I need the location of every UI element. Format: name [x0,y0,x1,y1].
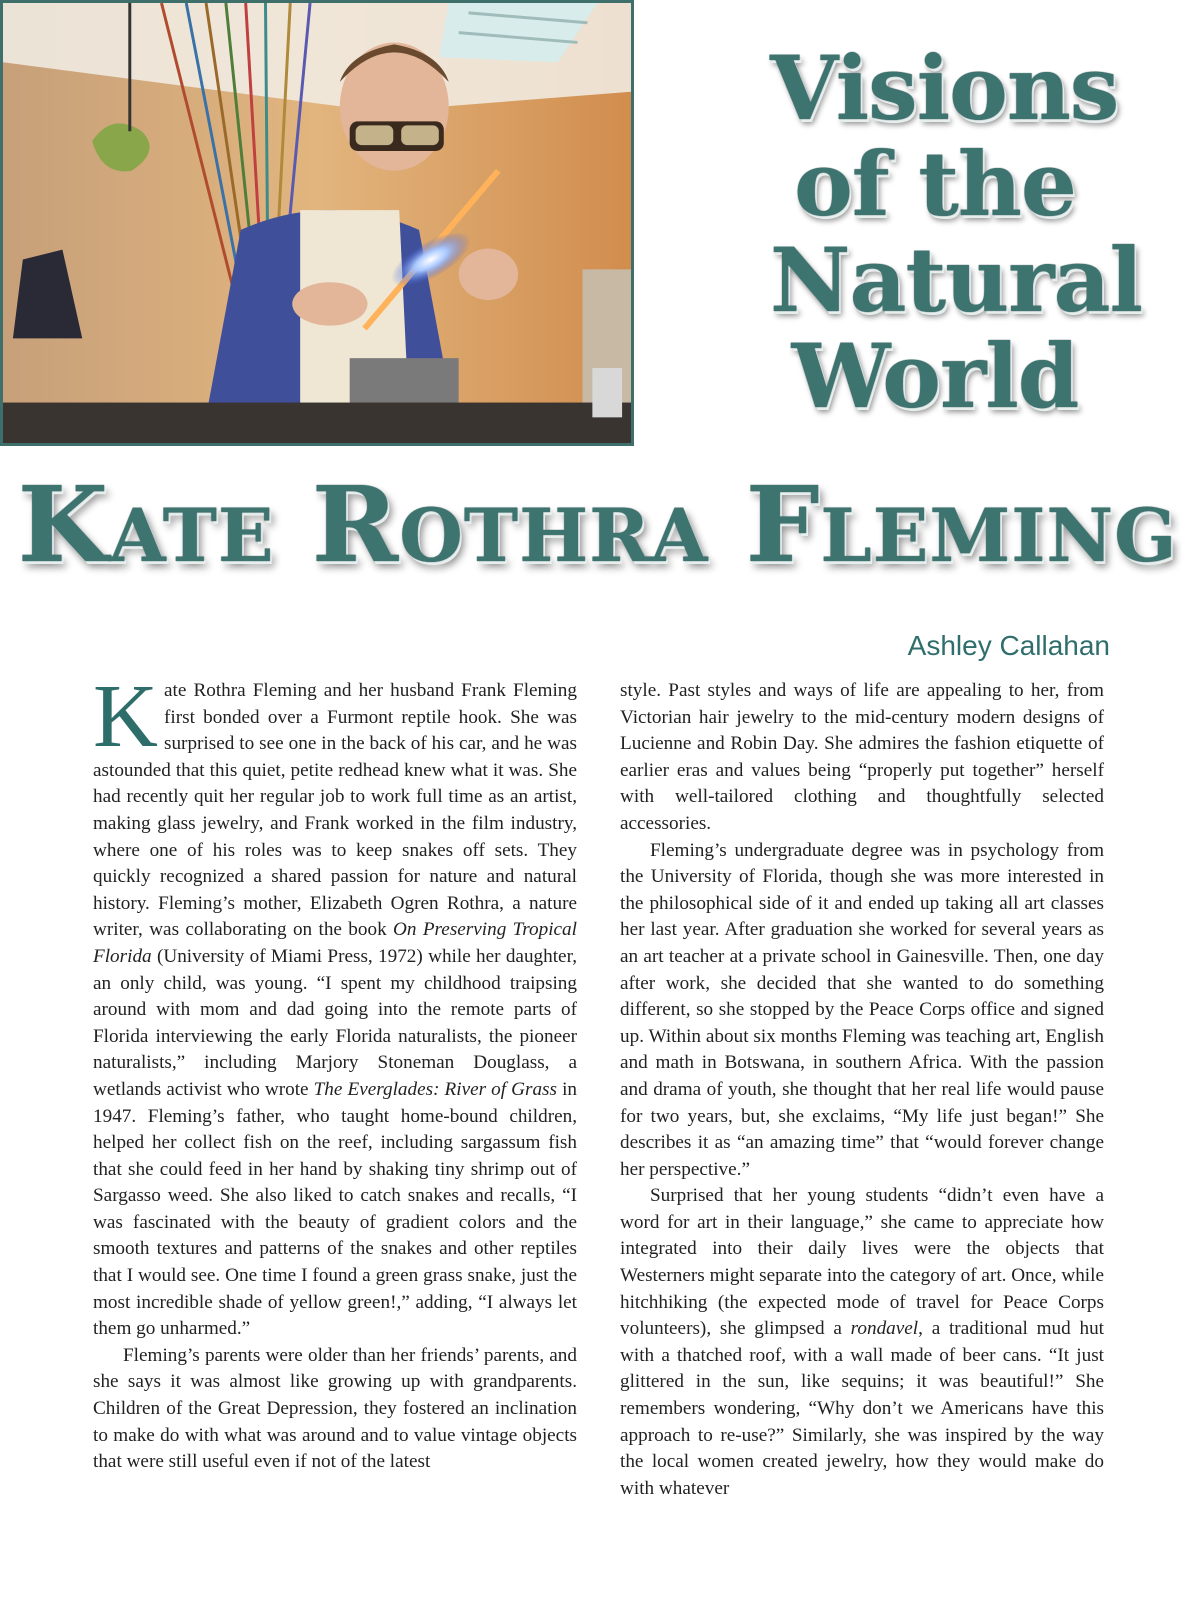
article-paragraph: Kate Rothra Fleming and her husband Frank Fleming first bonded over a Furmont reptile hook. She was surprised to see one in the back of his car, and he was astounded that this quiet, petite redhead knew what it was. She had recently quit her regular job to work full time as an artist, making glass jewelry, and Frank worked in the film industry, where one of his roles was to keep snakes off sets. They quickly recognized a shared passion for nature and natural history. Fleming’s mother, Elizabeth Ogren Rothra, a nature writer, was collaborating on the book On Preserving Tropical Florida (University of Miami Press, 1972) while her daughter, an only child, was young. “I spent my childhood traipsing around with mom and dad going into the remote parts of Florida interviewing the early Florida naturalists, the pioneer naturalists,” including Marjory Stoneman Douglass, a wetlands activist who wrote The Everglades: River of Grass in 1947. Fleming’s father, who taught home-bound children, helped her collect fish on the reef, including sargassum fish that she could feed in her hand by shaking tiny shrimp out of Sargasso weed. She also liked to catch snakes and recalls, “I was fascinated with the beauty of gradient colors and the smooth textures and patterns of the snakes and other reptiles that I would see. One time I found a green grass snake, just the most incredible shade of yellow green!,” adding, “I always let them go unharmed.” [93,667,577,1340]
article-headline [770,36,1142,428]
article-paragraph: Fleming’s undergraduate degree was in psychology from the University of Florida, though she was more interested in the philosophical side of it and ended up taking all art classes her last year. After graduation she worked for several years as an art teacher at a private school in Gainesville. Then, one day after work, she decided that she wanted to do something different, so she stopped by the Peace Corps office and signed up. Within about six months Fleming was teaching art, English and math in Botswana, in southern Africa. With the passion and drama of youth, she thought that her real life would pause for two years, but, she exclaims, “My life just began!” She describes it as “an amazing time” that “would forever change her perspective.” [620,839,1104,1180]
headline-line-3: Natural [770,228,1142,332]
italic-term: rondavel [850,1318,919,1340]
author-byline: Ashley Callahan [907,630,1110,661]
book-title: The Everglades: River of Grass [313,1078,557,1100]
article-paragraph: Surprised that her young students “didn’t even have a word for art in their language,” she came to appreciate how integrated into their daily lives were the objects that Westerners might separate into the category of art. Once, while hitchhiking (the expected mode of travel for Peace Corps volunteers), she glimpsed a rondavel, a traditional mud hut with a thatched roof, with a wall made of beer cans. “It just glittered in the sun, like sequins; it was beautiful!” She remembers wondering, “Why don’t we Americans have this approach to re-use?” Similarly, she was inspired by the way the local women created jewelry, how they would make do with whatever [620,1185,1104,1499]
headline-line-4: World [791,324,1079,428]
headline-line-2: of the [794,132,1076,236]
artist-photo [0,0,634,446]
article-paragraph: Fleming’s parents were older than her friends’ parents, and she says it was almost like growing up with grandparents. Children of the Great Depression, they fostered an inclination to make do with what was around and to value vintage objects that were still useful even if not of the latest [93,1344,577,1473]
headline-line-1: Visions [770,36,1119,140]
artist-name-title: Kate Rothra Fleming [17,463,1178,586]
book-title: On Preserving Tropical Florida [93,919,577,967]
drop-cap: K [93,667,158,766]
artist-photo-illustration [3,3,631,443]
article-paragraph: style. Past styles and ways of life are appealing to her, from Victorian hair jewelry to the mid-century modern designs of Lucienne and Robin Day. She admires the fashion etiquette of earlier eras and values being “properly put together” herself with well-tailored clothing and thoughtfully selected accessories. [620,680,1104,834]
article-column-right [620,678,1104,1502]
article-column-left [93,667,577,1476]
